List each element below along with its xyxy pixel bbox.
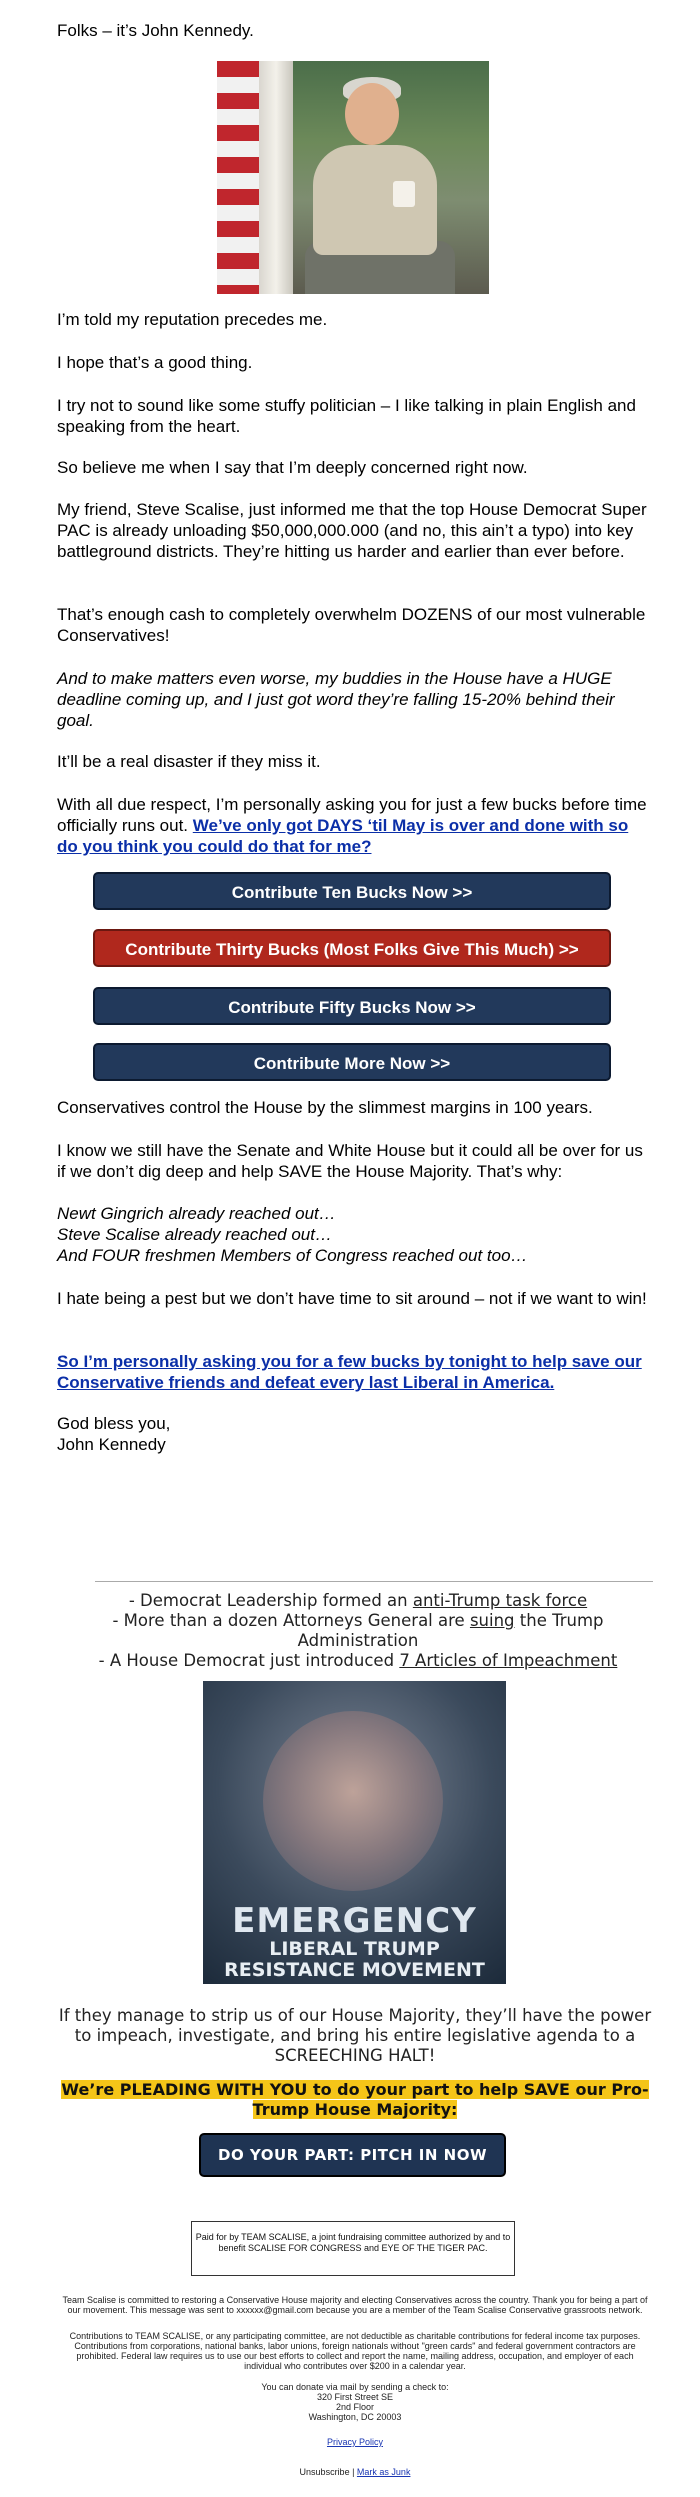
privacy-policy-link[interactable]: Privacy Policy [326, 2437, 383, 2447]
paragraph-3: I try not to sound like some stuffy politician – I like talking in plain English and speaking from the heart. [57, 396, 636, 436]
paragraph-9 [57, 794, 653, 857]
mark-as-junk-link[interactable]: Mark as Junk [356, 2467, 411, 2477]
days-left-link[interactable]: We’ve only got DAYS ‘til May is over and done with so do you think you could do that for me? [57, 816, 629, 856]
paragraph-10: Conservatives control the House by the slimmest margins in 100 years. [57, 1098, 593, 1117]
unsubscribe-link[interactable]: Unsubscribe [299, 2467, 350, 2477]
emergency-banner-image[interactable] [203, 1681, 506, 1984]
promo-bullets [60, 1591, 656, 1671]
paragraph-7: And to make matters even worse, my buddies in the House have a HUGE deadline coming up, and I just got word they’re falling 15-20% behind their goal. [57, 669, 615, 730]
paragraph-5: My friend, Steve Scalise, just informed me that the top House Democrat Super PAC is already unloading $50,000,000.000 (and no, this ain’t a typo) into key battleground districts. They’re hitting us harder and earlier than ever before. [57, 500, 647, 561]
reached-out-2: Steve Scalise already reached out… [57, 1225, 332, 1244]
paragraph-1: I’m told my reputation precedes me. [57, 310, 328, 329]
pitch-in-button[interactable]: DO YOUR PART: PITCH IN NOW [199, 2133, 506, 2177]
paid-for-disclaimer: Paid for by TEAM SCALISE, a joint fundraising committee authorized by and to benefit SCALISE FOR CONGRESS and EYE OF THE TIGER PAC. [191, 2221, 515, 2276]
contribute-thirty-button[interactable]: Contribute Thirty Bucks (Most Folks Give This Much) >> [93, 929, 611, 967]
signer-name: John Kennedy [57, 1435, 166, 1454]
sign-off: God bless you, [57, 1414, 171, 1433]
contribute-ten-button[interactable]: Contribute Ten Bucks Now >> [93, 872, 611, 910]
contribute-more-button[interactable]: Contribute More Now >> [93, 1043, 611, 1081]
unsubscribe-row: Unsubscribe | Mark as Junk [299, 2467, 411, 2477]
privacy-row [57, 2437, 653, 2447]
portrait-graphic [263, 1711, 443, 1891]
bullet-3: - A House Democrat just introduced 7 Articles of Impeachment [98, 1651, 618, 1670]
bullet-2: - More than a dozen Attorneys General are suing the Trump Administration [112, 1611, 604, 1650]
paragraph-6: That’s enough cash to completely overwhelm DOZENS of our most vulnerable Conservatives! [57, 605, 646, 645]
footer-commitment: Team Scalise is committed to restoring a Conservative House majority and electing Conservatives across the country. Thank you for being a part of our movement. This message was sent to xxxxxx@gmail.com because you are a member of the Team Scalise Conservative grassroots network. [62, 2295, 648, 2315]
strip-majority-text: If they manage to strip us of our House Majority, they’ll have the power to impeach, investigate, and bring his entire legislative agenda to a SCREECHING HALT! [58, 2006, 652, 2065]
emergency-title: EMERGENCY [232, 1901, 477, 1941]
mailing-address: You can donate via mail by sending a check to: 320 First Street SE 2nd Floor Washington, DC 20003 [261, 2382, 449, 2422]
paragraph-4: So believe me when I say that I’m deeply concerned right now. [57, 458, 528, 477]
footer-contributions: Contributions to TEAM SCALISE, or any participating committee, are not deductible as charitable contributions for federal income tax purposes. Contributions from corporations, national banks, labor unions, foreign nationals without "green cards" and federal government contractors are prohibited. Federal law requires us to use our best efforts to collect and report the name, mailing address, occupation, and employer of each individual who contributes over $200 in a calendar year. [69, 2331, 641, 2371]
reached-out-list [57, 1203, 653, 1266]
section-divider [95, 1581, 653, 1582]
emergency-subtitle: LIBERAL TRUMP RESISTANCE MOVEMENT [224, 1938, 485, 1981]
reached-out-1: Newt Gingrich already reached out… [57, 1204, 336, 1223]
reached-out-3: And FOUR freshmen Members of Congress reached out too… [57, 1246, 528, 1265]
paragraph-11: I know we still have the Senate and White House but it could all be over for us if we don’t dig deep and help SAVE the House Majority. That’s why: [57, 1141, 643, 1181]
paragraph-2: I hope that’s a good thing. [57, 353, 253, 372]
greeting: Folks – it’s John Kennedy. [57, 21, 254, 40]
paragraph-13: I hate being a pest but we don’t have time to sit around – not if we want to win! [57, 1289, 647, 1308]
bullet-1: - Democrat Leadership formed an anti-Trump task force [128, 1591, 588, 1610]
contribute-fifty-button[interactable]: Contribute Fifty Bucks Now >> [93, 987, 611, 1025]
ask-few-bucks-link[interactable]: So I’m personally asking you for a few bucks by tonight to help save our Conservative friends and defeat every last Liberal in America. [57, 1352, 642, 1392]
paragraph-8: It’ll be a real disaster if they miss it. [57, 752, 321, 771]
pleading-text: We’re PLEADING WITH YOU to do your part to help SAVE our Pro-Trump House Majority: [61, 2080, 649, 2119]
paragraph-9-text: With all due respect, I’m personally asking you for just a few bucks before time officially runs out. [57, 795, 647, 835]
signature [57, 1413, 653, 1455]
paragraph-14 [57, 1351, 653, 1393]
john-kennedy-photo [217, 61, 489, 294]
